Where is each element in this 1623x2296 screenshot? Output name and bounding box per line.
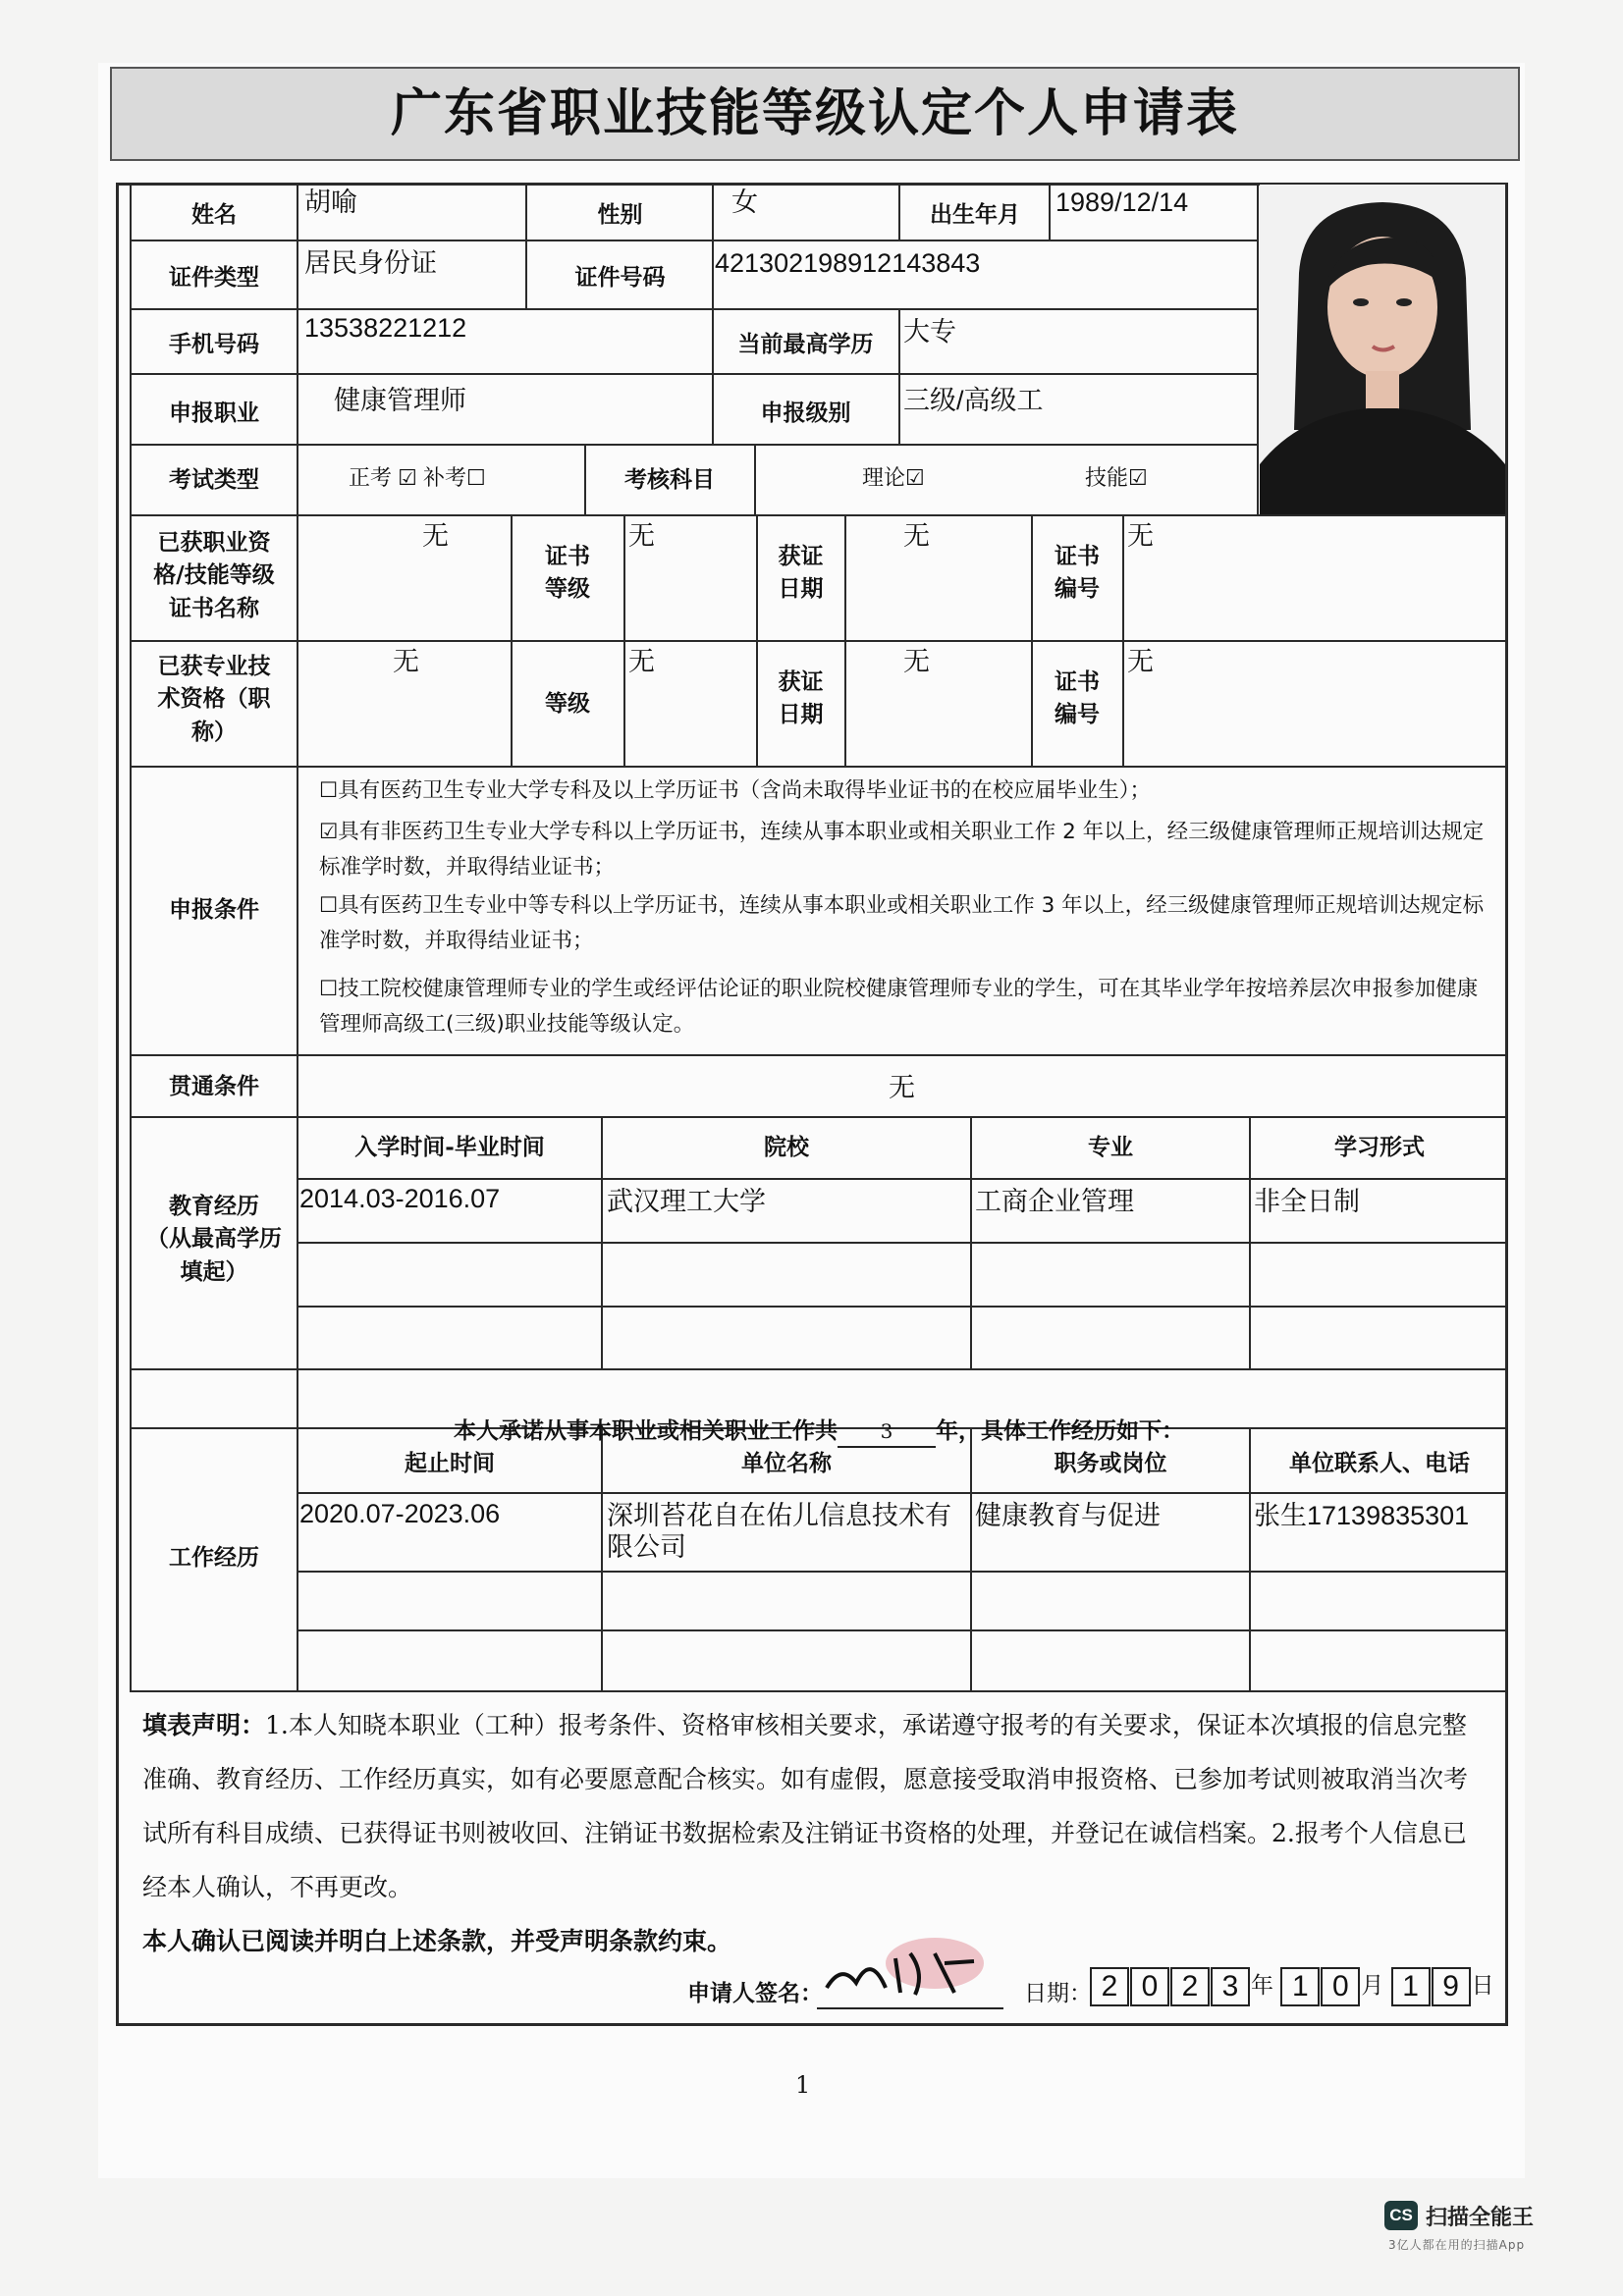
birth-value: 1989/12/14 [1055,187,1189,217]
date-boxes [1090,1967,1494,2006]
job-value: 健康管理师 [334,386,466,415]
phone-value: 13538221212 [304,313,467,343]
camscanner-tagline: 3亿人都在用的扫描App [1388,2238,1526,2252]
applicant-photo [1260,185,1505,514]
day-unit: 日 [1471,1973,1494,1999]
job-label: 申报职业 [169,400,259,426]
id-no-value: 421302198912143843 [715,248,981,278]
id-type-label: 证件类型 [169,264,259,291]
cert-level-value: 无 [628,521,655,551]
page-number: 1 [795,2071,811,2099]
cert-no2-value: 无 [1127,647,1154,676]
work-header: 单位名称 [741,1450,832,1476]
birth-label: 出生年月 [930,201,1020,228]
education-label: 当前最高学历 [737,331,874,357]
condition-item: ☐技工院校健康管理师专业的学生或经评估论证的职业院校健康管理师专业的学生，可在其毕业学年按培养层次申报参加健康管理师高级工(三级)职业技能等级认定。 [319,977,1479,1037]
month-digit: 0 [1321,1967,1360,2006]
gender-value: 女 [731,187,758,217]
edu-header: 学习形式 [1334,1134,1425,1160]
month-unit: 月 [1361,1973,1384,1999]
work-cell: 深圳苔花自在佑儿信息技术有限公司 [607,1501,951,1563]
edu-history-label: 教育经历 （从最高学历 填起） [146,1193,282,1285]
cert-no-value: 无 [1127,521,1154,551]
work-cell: 张生17139835301 [1254,1501,1470,1530]
tech-title-value: 无 [393,647,419,676]
obtain-date-value: 无 [903,521,930,551]
condition-item: ☐具有医药卫生专业中等专科以上学历证书，连续从事本职业或相关职业工作 3 年以上，经三级健康管理师正规培训达规定标准学时数，并取得结业证书； [319,893,1485,953]
exam-type-label: 考试类型 [169,466,259,493]
id-no-label: 证件号码 [574,264,666,291]
work-cell: 健康教育与促进 [975,1501,1161,1530]
work-header: 起止时间 [405,1450,495,1476]
condition-item: ☐具有医药卫生专业大学专科及以上学历证书（含尚未取得毕业证书的在校应届毕业生）； [319,778,1152,803]
phone-label: 手机号码 [169,331,259,357]
signature [817,1934,1003,2009]
bridge-label: 贯通条件 [169,1073,259,1099]
day-digit: 9 [1432,1967,1471,2006]
tech-title-label: 已获专业技 术资格（职 称） [157,653,271,745]
sign-label: 申请人签名： [687,1980,823,2006]
declaration-lead: 填表声明： [142,1711,266,1739]
work-cell: 2020.07-2023.06 [299,1499,501,1528]
work-promise-years: 3 [838,1417,936,1448]
cert-no-label: 证书 编号 [1055,543,1100,603]
level2-value: 无 [628,647,655,676]
bridge-value: 无 [889,1073,915,1102]
obtain-date2-label: 获证 日期 [778,668,824,728]
work-promise-prefix: 本人承诺从事本职业或相关职业工作共 [454,1417,838,1445]
edu-header: 院校 [764,1134,809,1160]
id-type-value: 居民身份证 [304,248,437,278]
obtain-date-label: 获证 日期 [778,543,824,603]
year-digit: 0 [1130,1967,1169,2006]
gender-label: 性别 [597,201,643,228]
work-header: 职务或岗位 [1054,1450,1167,1476]
conditions-label: 申报条件 [169,896,259,923]
year-digit: 2 [1090,1967,1129,2006]
cert-name-label: 已获职业资 格/技能等级 证书名称 [153,529,275,621]
work-promise-suffix: 年，具体工作经历如下： [936,1417,1184,1445]
level-label: 申报级别 [760,400,851,426]
year-unit: 年 [1251,1973,1273,1999]
work-header: 单位联系人、电话 [1289,1450,1470,1476]
camscanner-watermark [1384,2199,1591,2258]
year-digit: 3 [1211,1967,1250,2006]
condition-item: ☑具有非医药卫生专业大学专科以上学历证书，连续从事本职业或相关职业工作 2 年以上，经三级健康管理师正规培训达规定标准学时数，并取得结业证书； [319,820,1485,880]
skill-checkbox: 技能☑ [1085,465,1148,490]
cert-no2-label: 证书 编号 [1055,668,1100,728]
form-title: 广东省职业技能等级认定个人申请表 [110,67,1520,161]
name-label: 姓名 [191,201,237,228]
year-digit: 2 [1170,1967,1210,2006]
day-digit: 1 [1391,1967,1431,2006]
date-label: 日期： [1024,1981,1092,2006]
camscanner-logo-icon: CS [1384,2201,1418,2230]
work-promise [134,1382,1504,1448]
cert-level-label: 证书 等级 [545,543,590,603]
month-digit: 1 [1280,1967,1320,2006]
edu-cell: 2014.03-2016.07 [299,1184,501,1213]
subject-label: 考核科目 [624,466,715,493]
name-value: 胡喻 [304,187,357,217]
edu-header: 入学时间-毕业时间 [354,1134,545,1160]
education-value: 大专 [903,317,956,347]
work-history-label: 工作经历 [169,1544,259,1571]
declaration-confirm: 本人确认已阅读并明白上述条款，并受声明条款约束。 [142,1927,732,1955]
edu-header: 专业 [1088,1134,1133,1160]
cert-name-value: 无 [422,521,449,551]
obtain-date2-value: 无 [903,647,930,676]
camscanner-brand: 扫描全能王 [1426,2206,1535,2230]
declaration-text: 1.本人知晓本职业（工种）报考条件、资格审核相关要求，承诺遵守报考的有关要求，保证本次填报的信息完整准确、教育经历、工作经历真实，如有必要愿意配合核实。如有虚假，愿意接受取消申报资格、已参加考试则被取消当次考试所有科目成绩、已获得证书则被收回、注销证书数据检索及注销证书资格的处理，并登记在诚信档案。2.报考个人信息已经本人确认，不再更改。 [142,1711,1469,1901]
exam-type-value: 正考 ☑ 补考☐ [349,465,486,490]
declaration [142,1698,1488,1968]
level-value: 三级/高级工 [903,386,1044,415]
theory-checkbox: 理论☑ [862,465,925,490]
edu-cell: 武汉理工大学 [607,1187,766,1216]
edu-cell: 非全日制 [1254,1187,1360,1216]
level2-label: 等级 [545,690,590,717]
edu-cell: 工商企业管理 [975,1187,1134,1216]
